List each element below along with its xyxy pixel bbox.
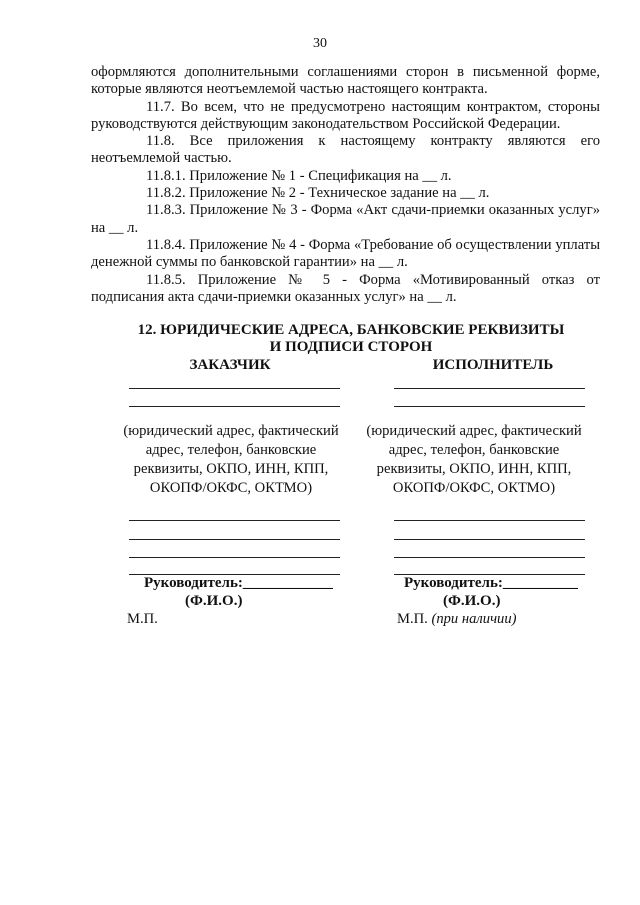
contractor-details-line-2 (394, 539, 585, 540)
customer-address-line-1 (129, 388, 340, 389)
paragraph-11-8: 11.8. Все приложения к настоящему контракту являются его неотъемлемой частью. (91, 133, 600, 167)
contractor-stamp-label: М.П. (397, 611, 428, 627)
contractor-stamp (397, 611, 516, 628)
contractor-title: ИСПОЛНИТЕЛЬ (432, 357, 554, 373)
contractor-stamp-note: (при наличии) (431, 611, 517, 627)
paragraph-continuation: оформляются дополнительными соглашениями сторон в письменной форме, которые являются неотъемлемой частью настоящего контракта. (91, 64, 600, 98)
customer-details-hint: (юридический адрес, фактический адрес, телефон, банковские реквизиты, ОКПО, ИНН, КПП, ОКОПФ/ОКФС, ОКТМО) (123, 423, 339, 496)
section-title (91, 322, 611, 356)
paragraph-11-8-2: 11.8.2. Приложение № 2 - Техническое задание на __ л. (146, 185, 490, 202)
contractor-details-line-3 (394, 557, 585, 558)
contractor-fio: (Ф.И.О.) (443, 593, 501, 609)
page-number: 30 (313, 36, 327, 51)
contractor-details-hint: (юридический адрес, фактический адрес, телефон, банковские реквизиты, ОКПО, ИНН, КПП, ОКОПФ/ОКФС, ОКТМО) (366, 423, 582, 496)
contractor-details-line-1 (394, 520, 585, 521)
customer-address-line-2 (129, 406, 340, 407)
paragraph-11-8-4: 11.8.4. Приложение № 4 - Форма «Требование об осуществлении уплаты денежной суммы по банковской гарантии» на __ л. (91, 236, 600, 271)
paragraph-11-8-1: 11.8.1. Приложение № 1 - Спецификация на __ л. (146, 167, 452, 184)
customer-details-line-3 (129, 557, 340, 558)
contractor-signature-label: Руководитель:__________ (404, 575, 578, 591)
contractor-address-line-2 (394, 406, 585, 407)
section-title-line1: 12. ЮРИДИЧЕСКИЕ АДРЕСА, БАНКОВСКИЕ РЕКВИЗИТЫ (137, 322, 565, 338)
customer-fio: (Ф.И.О.) (185, 593, 243, 609)
contract-text (91, 64, 600, 306)
customer-signature-label: Руководитель:____________ (144, 575, 333, 591)
customer-stamp: М.П. (127, 611, 158, 627)
contractor-address-line-1 (394, 388, 585, 389)
customer-title: ЗАКАЗЧИК (189, 357, 271, 373)
paragraph-11-7: 11.7. Во всем, что не предусмотрено настоящим контрактом, стороны руководствуются действующим законодательством Российской Федерации. (91, 98, 600, 132)
customer-details-line-1 (129, 520, 340, 521)
paragraph-11-8-5: 11.8.5. Приложение № 5 - Форма «Мотивированный отказ от подписания акта сдачи-приемки оказанных услуг» на __ л. (91, 271, 600, 305)
section-title-line2: И ПОДПИСИ СТОРОН (269, 339, 433, 355)
paragraph-11-8-3: 11.8.3. Приложение № 3 - Форма «Акт сдачи-приемки оказанных услуг» на __ л. (91, 202, 600, 236)
customer-details-line-2 (129, 539, 340, 540)
